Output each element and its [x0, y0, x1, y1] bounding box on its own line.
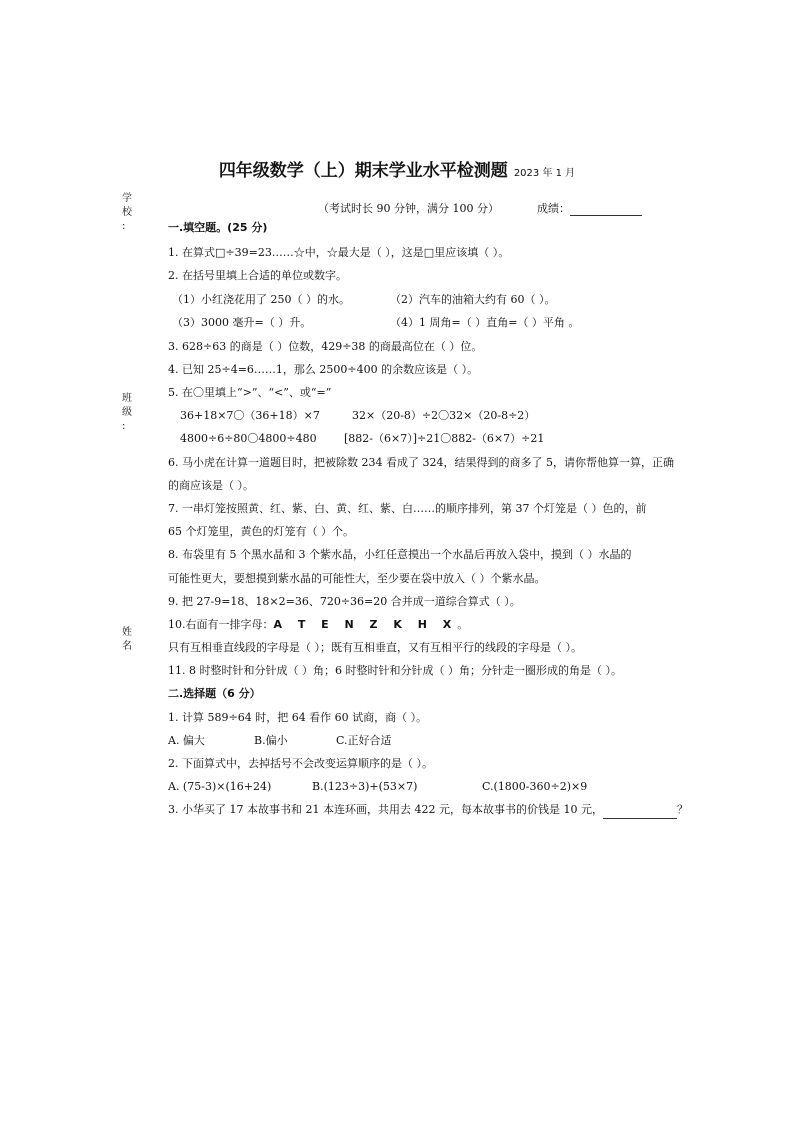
question-11: 11. 8 时整时针和分针成（ ）角；6 时整时针和分针成（ ）角；分针走一圈形成的角是（ ）。 — [168, 664, 622, 677]
page-title: 四年级数学（上）期末学业水平检测题 — [218, 161, 508, 181]
side-char: : — [122, 221, 126, 232]
choice-question-1: 1. 计算 589÷64 时，把 64 看作 60 试商，商（ ）。 — [168, 711, 428, 724]
side-char: 级 — [122, 407, 132, 418]
question-2: 2. 在括号里填上合适的单位或数字。 — [168, 269, 347, 282]
choice-2-option-b: B.(123÷3)+(53×7) — [312, 780, 418, 793]
choice-question-3 — [168, 802, 688, 819]
question-10-suffix: 。 — [457, 618, 469, 631]
question-5-item-4: [882-（6×7）]÷21〇882-（6×7）÷21 — [344, 432, 545, 445]
side-label-name — [122, 626, 134, 654]
exam-date: 2023 年 1 月 — [513, 168, 576, 179]
question-7-line-2: 65 个灯笼里，黄色的灯笼有（ ）个。 — [168, 525, 354, 538]
section-heading-fill: 一.填空题。(25 分) — [168, 221, 268, 234]
side-char: 班 — [122, 393, 132, 404]
score-label: 成绩： — [536, 202, 570, 215]
question-3: 3. 628÷63 的商是（ ）位数，429÷38 的商最高位在（ ）位。 — [168, 340, 483, 353]
question-10-line-2: 只有互相垂直线段的字母是（ ）；既有互相垂直，又有互相平行的线段的字母是（ ）。 — [168, 641, 582, 654]
section-heading-choice: 二.选择题（6 分） — [168, 687, 261, 700]
question-10-letters: A T E N Z K H X — [273, 618, 458, 631]
question-7-line-1: 7. 一串灯笼按照黄、红、紫、白、黄、红、紫、白……的顺序排列，第 37 个灯笼是（ ）色的，前 — [168, 502, 647, 515]
choice-2-option-c: C.(1800-360÷2)×9 — [482, 780, 588, 793]
question-2-part-4: （4）1 周角=（ ）直角=（ ）平角 。 — [390, 316, 580, 329]
choice-question-2: 2. 下面算式中，去掉括号不会改变运算顺序的是（ ）。 — [168, 757, 433, 770]
question-6-line-1: 6. 马小虎在计算一道题目时，把被除数 234 看成了 324，结果得到的商多了 5，请你帮他算一算，正确 — [168, 456, 674, 469]
side-char: 学 — [122, 193, 132, 204]
question-5-item-2: 32×（20-8）÷2〇32×（20-8÷2） — [352, 409, 536, 422]
side-label-class — [122, 392, 134, 434]
choice-2-option-a: A. (75-3)×(16+24) — [168, 780, 272, 793]
question-8-line-1: 8. 布袋里有 5 个黑水晶和 3 个紫水晶，小红任意摸出一个水晶后再放入袋中，摸到（ ）水晶的 — [168, 548, 632, 561]
question-8-line-2: 可能性更大，要想摸到紫水晶的可能性大，至少要在袋中放入（ ）个紫水晶。 — [168, 572, 546, 585]
question-5-item-3: 4800÷6÷80〇4800÷480 — [180, 432, 317, 445]
question-6-line-2: 的商应该是（ ）。 — [168, 479, 254, 492]
side-char: : — [122, 421, 126, 432]
title-row — [0, 156, 794, 181]
side-label-school — [122, 192, 134, 234]
question-9: 9. 把 27-9=18、18×2=36、720÷36=20 合并成一道综合算式（ ）。 — [168, 595, 521, 608]
choice-1-option-b: B.偏小 — [254, 734, 288, 747]
question-1: 1. 在算式□÷39=23……☆中，☆最大是（ ），这是□里应该填（ ）。 — [168, 246, 510, 259]
question-4: 4. 已知 25÷4=6……1，那么 2500÷400 的余数应该是（ ）。 — [168, 363, 479, 376]
side-char: 姓 — [122, 627, 132, 638]
question-10-line-1 — [168, 617, 468, 633]
question-2-part-3: （3）3000 毫升=（ ）升。 — [172, 316, 312, 329]
exam-meta-row — [318, 200, 642, 216]
side-char: 校 — [122, 207, 132, 218]
exam-info: （考试时长 90 分钟，满分 100 分） — [318, 202, 499, 215]
question-2-part-1: （1）小红浇花用了 250（ ）的水。 — [172, 293, 350, 306]
question-2-part-2: （2）汽车的油箱大约有 60（ ）。 — [390, 293, 556, 306]
question-5-item-1: 36+18×7〇（36+18）×7 — [180, 409, 320, 422]
choice-1-option-a: A. 偏大 — [168, 734, 205, 747]
side-char: 名 — [122, 641, 132, 652]
choice-1-option-c: C.正好合适 — [336, 734, 392, 747]
score-blank[interactable] — [570, 202, 642, 216]
question-5: 5. 在〇里填上“>”、“<”、或“=” — [168, 386, 332, 399]
question-10-prefix: 10.右面有一排字母： — [168, 618, 274, 631]
choice-question-3-text: 3. 小华买了 17 本故事书和 21 本连环画，共用去 422 元，每本故事书的价钱是 10 元， — [168, 803, 603, 816]
choice-question-3-end: ？ — [676, 803, 688, 816]
answer-blank[interactable] — [603, 802, 677, 819]
